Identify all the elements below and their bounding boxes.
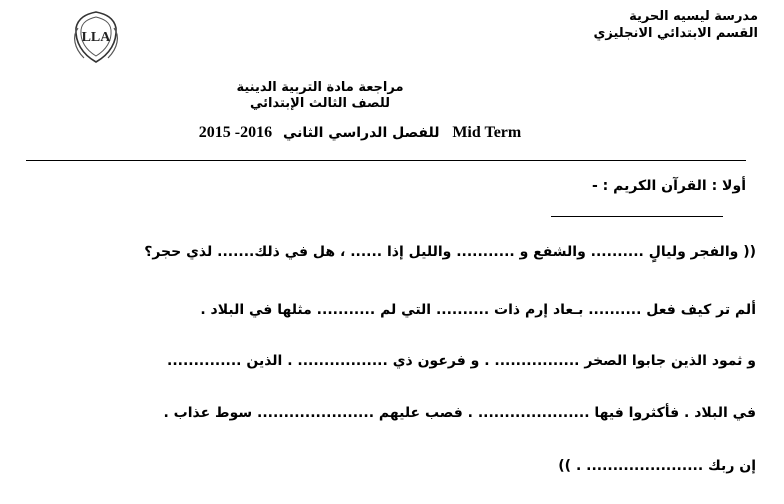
grade-label: للصف الثالث الإبتدائي: [249, 96, 391, 111]
fill-line-4: في البلاد . فأكثروا فيها ..................... . فصب عليهم ...................... سوط عذاب .: [163, 405, 756, 421]
fill-line-1: (( والفجر وليالٍ .......... والشفع و ........... والليل إذا ...... ، هل في ذلك....... لذي حجر؟: [144, 244, 756, 260]
review-title-block: [170, 80, 470, 112]
review-title: مراجعة مادة التربية الدينية: [236, 80, 404, 95]
school-name: مدرسة ليسيه الحرية: [629, 9, 758, 24]
header-divider: [26, 160, 746, 161]
academic-years: 2015 -2016: [198, 124, 273, 141]
fill-line-5: إن ربك ...................... . )): [558, 458, 756, 474]
term-english: Mid Term: [452, 124, 522, 141]
school-info: [594, 8, 759, 42]
svg-text:LLA: LLA: [81, 30, 111, 45]
fill-line-3: و ثمود الذين جابوا الصخر ................ . و فرعون ذي ................. . الذين ..............: [167, 353, 756, 369]
school-logo-icon: [66, 8, 126, 68]
section-title-underline: [551, 216, 723, 217]
fill-line-2: ألم تر كيف فعل .......... بـعاد إرم ذات .......... التي لم ........... مثلها في البلاد .: [200, 302, 756, 318]
term-line: [150, 124, 570, 142]
term-arabic: للفصل الدراسي الثاني: [282, 125, 440, 141]
section-title: أولا : القرآن الكريم : -: [591, 178, 746, 194]
department-name: القسم الابتدائي الانجليزي: [593, 26, 758, 41]
